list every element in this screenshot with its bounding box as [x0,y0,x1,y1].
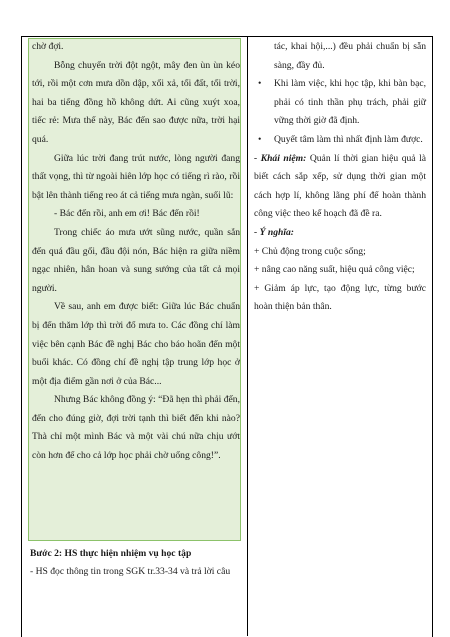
story-text [32,38,240,466]
concept-text: Quản lí thời gian hiệu quả là biết cách sắp xếp, sử dụng thời gian một cách hợp lí, không lãng phí để hoàn thành công việc theo kế hoạch đã đề ra. [254,152,426,220]
story-para-2: Giữa lúc trời đang trút nước, lòng người đang thất vọng, thì từ ngoài hiên lớp học có tiếng rì rào, rồi bật lên thành tiếng reo át cả tiếng mưa ngàn, suối lũ: [32,152,240,201]
meaning-item-2: + nâng cao năng suất, hiệu quả công việc; [254,264,415,276]
story-para-0: chờ đợi. [32,41,64,52]
bullet-text-2: Quyết tâm làm thì nhất định làm được. [274,133,423,145]
story-para-6: Nhưng Bác không đồng ý: “Đã hẹn thì phải đến, đến cho đúng giờ, đợi trời tạnh thì biết đến khi nào? Thà chỉ một mình Bác và một vài chú nữa chịu ướt còn hơn để cho cả lớp học phải chờ uổng công!”. [32,394,240,462]
step-section [30,545,244,582]
column-divider [247,36,248,636]
bullet-item-2 [254,131,426,150]
story-para-5: Về sau, anh em được biết: Giữa lúc Bác chuẩn bị đến thăm lớp thì trời đổ mưa to. Các đồng chí làm việc bên cạnh Bác đề nghị Bác cho báo hoãn đến một buổi khác. Có đồng chí đề nghị tập trung lớp học ở một địa điểm gần nơi ở của Bác... [32,301,240,387]
story-para-4: Trong chiếc áo mưa ướt sũng nước, quần sắn đến quá đầu gối, đầu đội nón, Bác hiện ra giữa niềm ngạc nhiên, hân hoan và sung sướng của tất cả mọi người. [32,226,240,294]
meaning-item-1: + Chủ động trong cuộc sống; [254,245,366,257]
step-title: Bước 2: HS thực hiện nhiệm vụ học tập [30,548,192,559]
knowledge-column [254,38,426,317]
concept-paragraph [254,150,426,224]
bullet-icon: • [258,133,262,145]
story-para-3: - Bác đến rồi, anh em ơi! Bác đến rồi! [54,208,200,220]
step-text: - HS đọc thông tin trong SGK tr.33-34 và trả lời câu [30,566,231,578]
bullet-continued: tác, khai hội,...) đều phải chuẩn bị sẵn sàng, đầy đủ. [274,41,426,71]
bullet-item-1 [254,75,426,131]
meaning-item-3: + Giảm áp lực, tạo động lực, từng bước hoàn thiện bản thân. [254,282,426,313]
bullet-text-1: Khi làm việc, khi học tập, khi bàn bạc, phải có tinh thần phụ trách, phải giữ vững thời giờ đã định. [274,78,426,127]
meaning-label: - Ý nghĩa: [254,226,294,238]
concept-label: - Khái niệm: [254,152,307,164]
story-para-1: Bỗng chuyển trời đột ngột, mây đen ùn ùn kéo tới, rồi một cơn mưa dồn dập, xối xả, tối đất, tối trời, hai ba tiếng đồng hồ không dứt. Ai cũng xuýt xoa, tiếc rẻ: Mưa thế này, Bác đến sao được nữa, trời hại quá. [32,59,240,145]
bullet-icon: • [258,78,262,90]
